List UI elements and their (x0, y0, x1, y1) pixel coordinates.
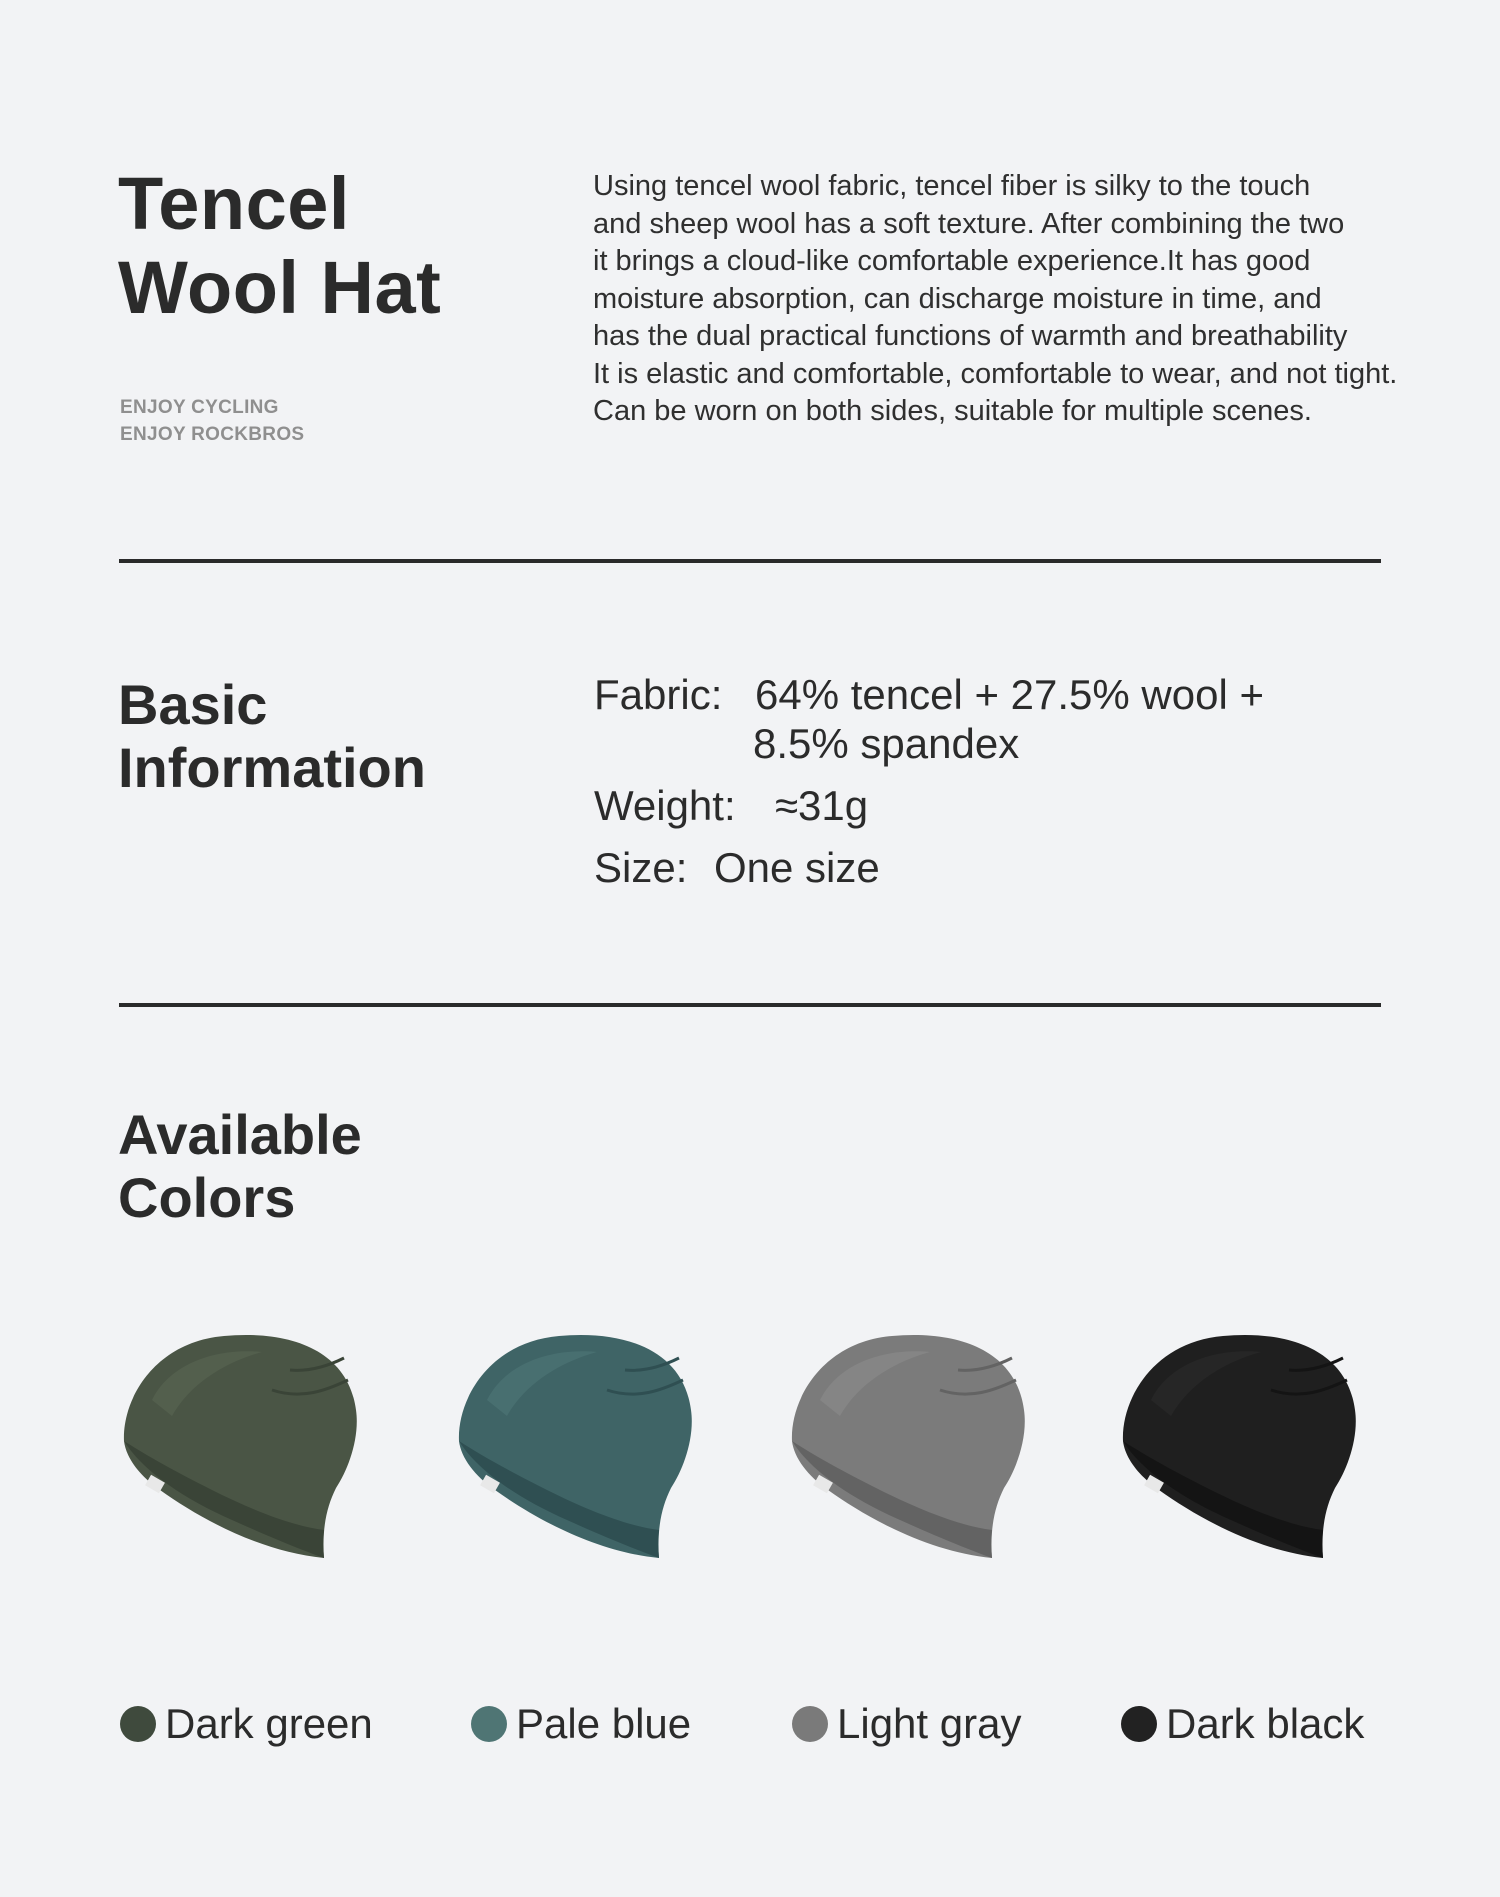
basic-info-title-line-1: Basic (118, 673, 268, 736)
description-line: and sheep wool has a soft texture. After combining the two (593, 207, 1345, 240)
description-line: Using tencel wool fabric, tencel fiber is silky to the touch (593, 170, 1311, 202)
color-dot (792, 1706, 828, 1742)
size-value: One size (714, 844, 880, 891)
color-dot (1121, 1706, 1157, 1742)
available-colors-title (118, 1103, 362, 1229)
color-option-dark-green (120, 1700, 373, 1748)
fabric-label: Fabric: (594, 671, 723, 718)
size-label: Size: (594, 844, 688, 891)
color-label: Dark black (1166, 1700, 1365, 1747)
description-line: has the dual practical functions of warmth and breathability (593, 320, 1348, 352)
product-description (593, 168, 1493, 431)
hat-body (459, 1335, 692, 1558)
beanie-hat-drawing (112, 1330, 372, 1590)
color-dot (471, 1706, 507, 1742)
section-divider (119, 559, 1381, 563)
beanie-hat-drawing (1111, 1330, 1371, 1590)
fabric-row (594, 670, 722, 720)
available-colors-title-line-2: Colors (118, 1166, 296, 1229)
hat-image-dark-green (112, 1330, 372, 1590)
color-option-dark-black (1121, 1700, 1364, 1748)
hat-image-pale-blue (447, 1330, 707, 1590)
color-label: Dark green (165, 1700, 373, 1747)
weight-label: Weight: (594, 782, 736, 829)
basic-info-title-line-2: Information (118, 736, 426, 799)
description-line: It is elastic and comfortable, comfortable to wear, and not tight. (593, 357, 1398, 390)
tagline-line-1: ENJOY CYCLING (120, 397, 279, 418)
description-line: Can be worn on both sides, suitable for multiple scenes. (593, 395, 1312, 427)
hat-body (792, 1335, 1025, 1558)
hat-image-dark-black (1111, 1330, 1371, 1590)
hat-image-light-gray (780, 1330, 1040, 1590)
section-divider (119, 1003, 1381, 1007)
hat-body (1123, 1335, 1356, 1558)
description-line: it brings a cloud-like comfortable experience.It has good (593, 245, 1311, 277)
beanie-hat-drawing (780, 1330, 1040, 1590)
color-option-pale-blue (471, 1700, 691, 1748)
fabric-value-line-2: 8.5% spandex (753, 720, 1020, 767)
brand-tagline (120, 394, 304, 448)
beanie-hat-drawing (447, 1330, 707, 1590)
color-option-light-gray (792, 1700, 1021, 1748)
color-dot (120, 1706, 156, 1742)
color-label: Light gray (837, 1700, 1022, 1747)
basic-info-title (118, 673, 426, 799)
product-title (118, 162, 441, 330)
weight-value: ≈31g (775, 782, 869, 829)
description-line: moisture absorption, can discharge moisture in time, and (593, 282, 1322, 315)
product-title-line-2: Wool Hat (118, 246, 442, 329)
fabric-value-line-1: 64% tencel + 27.5% wool + (755, 671, 1265, 718)
color-label: Pale blue (516, 1700, 692, 1747)
hat-body (124, 1335, 357, 1558)
product-title-line-1: Tencel (118, 162, 350, 245)
available-colors-title-line-1: Available (118, 1103, 362, 1166)
tagline-line-2: ENJOY ROCKBROS (120, 424, 305, 445)
